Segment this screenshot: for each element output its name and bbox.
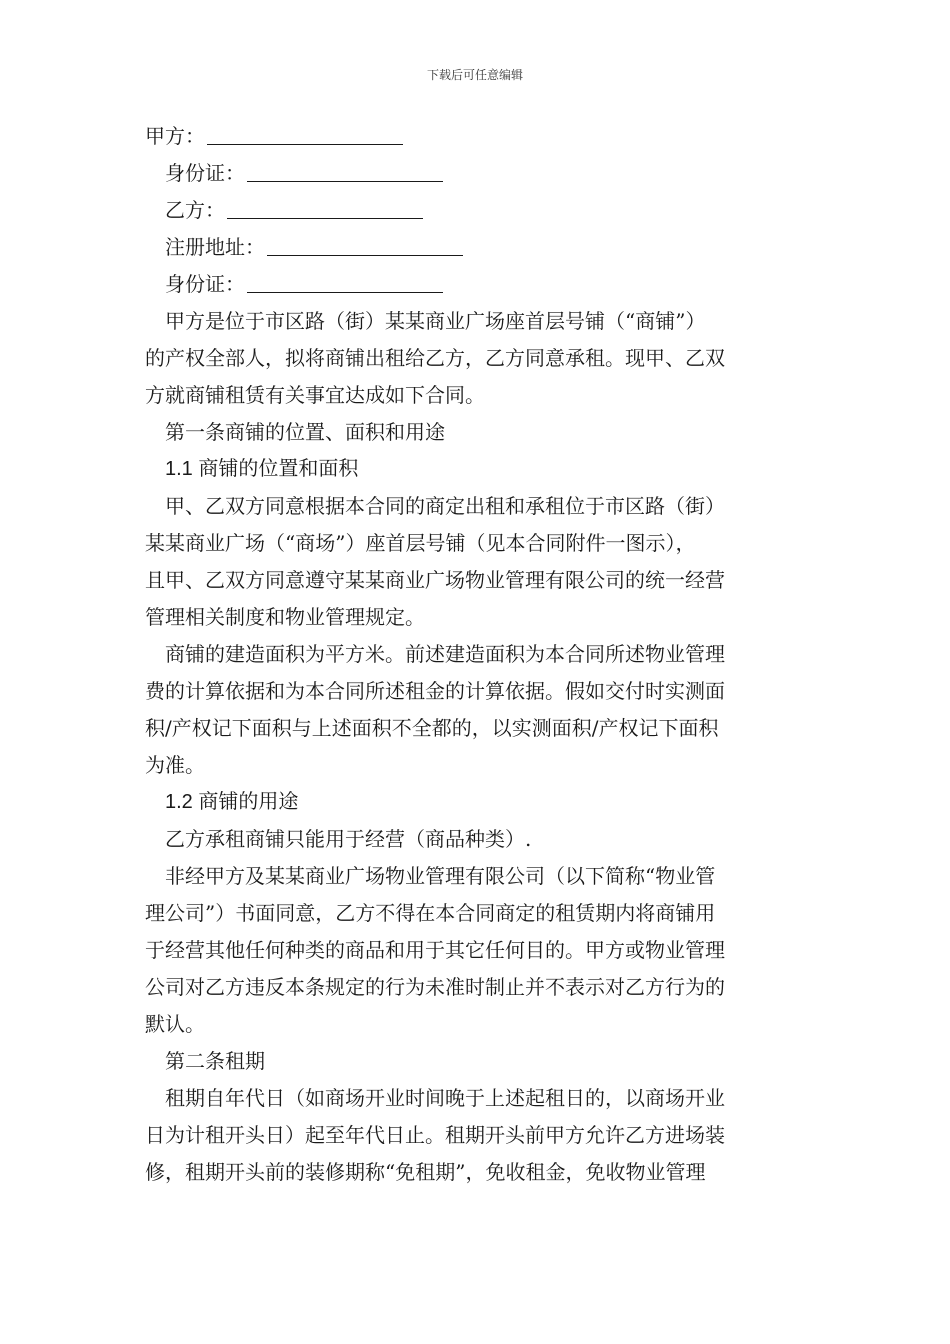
id1-blank	[247, 159, 443, 182]
article-2-title: 第二条租期	[165, 1049, 265, 1073]
section-1-1-title: 1.1 商铺的位置和面积	[165, 458, 359, 480]
party-b-blank	[227, 196, 423, 219]
paragraph-term: 租期自年代日（如商场开业时间晚于上述起租日的，以商场开业 日为计租开头日）起至年代日止。租期开头前甲方允许乙方进场装 修，租期开头前的装修期称“免租期”，免收租金，免收物业管理	[145, 1086, 725, 1184]
paragraph-restriction: 非经甲方及某某商业广场物业管理有限公司（以下简称“物业管 理公司”）书面同意，乙方不得在本合同商定的租赁期内将商铺用 于经营其他任何种类的商品和用于其它任何目的。甲方或物业管理 公司对乙方违反本条规定的行为未准时制止并不表示对乙方行为的 默认。	[145, 864, 725, 1036]
id2-label: 身份证：	[165, 272, 245, 296]
paragraph-intro: 甲方是位于市区路（街）某某商业广场座首层号铺（“商铺”） 的产权全部人，拟将商铺出租给乙方，乙方同意承租。现甲、乙双 方就商铺租赁有关事宜达成如下合同。	[145, 309, 725, 407]
party-a-label: 甲方：	[145, 124, 205, 148]
party-b-label: 乙方：	[165, 198, 225, 222]
id1-field	[145, 155, 807, 192]
id2-field	[145, 266, 807, 303]
id1-label: 身份证：	[165, 161, 245, 185]
id2-blank	[247, 270, 443, 293]
paragraph-usage: 乙方承租商铺只能用于经营（商品种类）.	[165, 827, 532, 851]
paragraph-area: 商铺的建造面积为平方米。前述建造面积为本合同所述物业管理 费的计算依据和为本合同所述租金的计算依据。假如交付时实测面 积/产权记下面积与上述面积不全都的，以实测面积/产权记下面积 为准。	[145, 642, 725, 777]
party-a-blank	[207, 122, 403, 145]
section-1-2-title: 1.2 商铺的用途	[165, 791, 299, 813]
paragraph-location: 甲、乙双方同意根据本合同的商定出租和承租位于市区路（街） 某某商业广场（“商场”）座首层号铺（见本合同附件一图示）， 且甲、乙双方同意遵守某某商业广场物业管理有限公司的统一经营 管理相关制度和物业管理规定。	[145, 494, 725, 629]
party-b-field	[145, 192, 807, 229]
header-note: 下载后可任意编辑	[426, 68, 523, 82]
party-a-field	[145, 118, 807, 155]
address-label: 注册地址：	[165, 235, 265, 259]
contract-body	[145, 118, 807, 1191]
article-1-title: 第一条商铺的位置、面积和用途	[165, 420, 445, 444]
address-blank	[267, 233, 463, 256]
address-field	[145, 229, 807, 266]
